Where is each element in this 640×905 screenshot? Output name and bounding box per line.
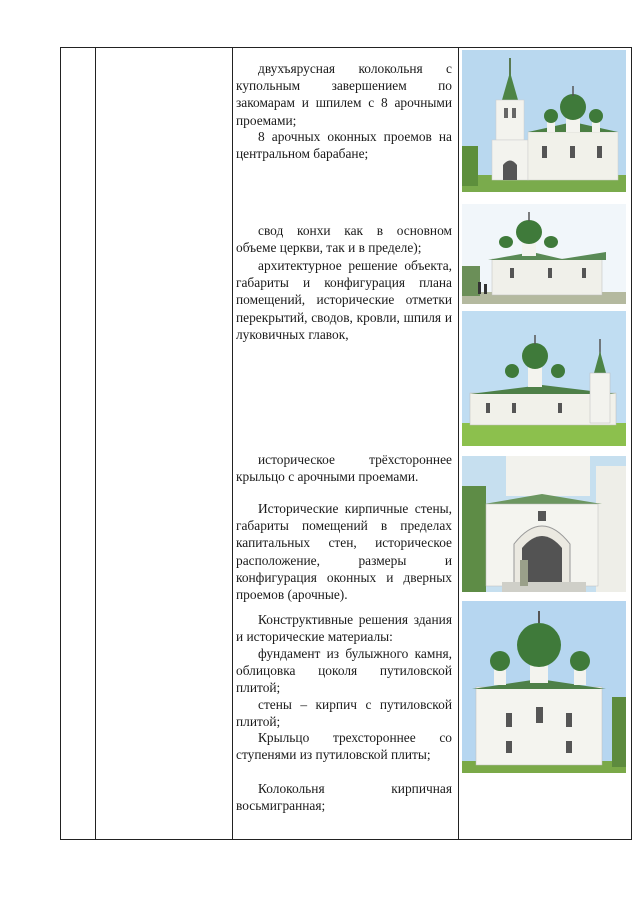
description-paragraph: Колокольня кирпичная восьмигранная; xyxy=(236,781,452,814)
description-paragraph: фундамент из булыжного камня, облицовка цоколя путиловской плитой; xyxy=(236,646,452,696)
table-top-border xyxy=(60,47,632,48)
description-paragraph: свод конхи как в основном объеме церкви, так и в пределе); xyxy=(236,223,452,256)
description-paragraph: Крыльцо трехстороннее со ступенями из путиловской плиты; xyxy=(236,730,452,763)
arched-porch-photo xyxy=(462,456,626,592)
church-five-domes-side-photo xyxy=(462,204,626,304)
table-col-border-1 xyxy=(60,47,61,840)
description-paragraph: стены – кирпич с путиловской плитой; xyxy=(236,697,452,730)
church-domes-front-photo xyxy=(462,601,626,773)
description-paragraph: архитектурное решение объекта, габариты и конфигурация плана помещений, исторические отметки перекрытий, сводов, кровли, шпиля и луковичных главок, xyxy=(236,258,452,342)
description-paragraph: историческое трёхстороннее крыльцо с арочными проемами. xyxy=(236,452,452,485)
table-col-border-5 xyxy=(631,47,632,840)
table-col-border-3 xyxy=(232,47,233,840)
description-paragraph: 8 арочных оконных проемов на центральном барабане; xyxy=(236,129,452,162)
table-bottom-border xyxy=(60,839,632,840)
table-col-border-4 xyxy=(458,47,459,840)
description-paragraph: Исторические кирпичные стены, габариты помещений в пределах капитальных стен, историческое расположение, размеры и конфигурация оконных и дверных проемов (арочные). xyxy=(236,501,452,603)
table-col-border-2 xyxy=(95,47,96,840)
description-paragraph: двухъярусная колокольня с купольным завершением по закомарам и шпилем с 8 арочными проемами; xyxy=(236,61,452,128)
church-far-view-photo xyxy=(462,311,626,446)
church-with-bell-tower-photo xyxy=(462,50,626,192)
description-paragraph: Конструктивные решения здания и исторические материалы: xyxy=(236,612,452,645)
